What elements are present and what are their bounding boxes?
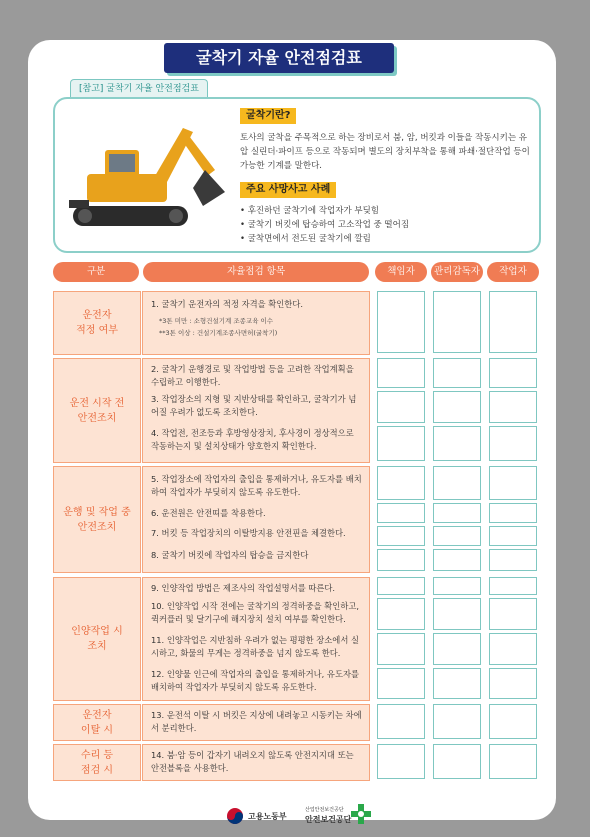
checkbox-responsible[interactable] — [377, 549, 425, 571]
checkbox-responsible[interactable] — [377, 466, 425, 500]
checkbox-worker[interactable] — [489, 358, 537, 388]
checkbox-supervisor[interactable] — [433, 577, 481, 595]
header-items: 자율점검 항목 — [143, 262, 369, 282]
fatal-case: • 후진하던 굴착기에 작업자가 부딪힘 — [240, 206, 379, 216]
checkbox-worker[interactable] — [489, 577, 537, 595]
ministry-logo-icon — [226, 807, 244, 825]
checkbox-supervisor[interactable] — [433, 549, 481, 571]
fatal-case: • 굴착기 버킷에 탑승하여 고소작업 중 떨어짐 — [240, 220, 410, 230]
check-item: 10. 인양작업 시작 전에는 굴착기의 정격하중을 확인하고, 퀵커플러 및 달기구에 해지장치 설치 여부를 확인한다. — [151, 601, 359, 624]
check-item: 13. 운전석 이탈 시 버킷은 지상에 내려놓고 시동키는 차에서 분리한다. — [151, 710, 362, 733]
cases-heading: 주요 사망사고 사례 — [240, 182, 336, 198]
checkbox-responsible[interactable] — [377, 291, 425, 353]
checkbox-worker[interactable] — [489, 598, 537, 630]
header-responsible: 책임자 — [375, 262, 427, 282]
checkbox-worker[interactable] — [489, 391, 537, 423]
checkbox-worker[interactable] — [489, 291, 537, 353]
check-item: 9. 인양작업 방법은 제조사의 작업설명서를 따른다. — [151, 583, 336, 593]
checkbox-supervisor[interactable] — [433, 526, 481, 546]
checkbox-responsible[interactable] — [377, 503, 425, 523]
check-item: 8. 굴착기 버킷에 작업자의 탑승을 금지한다 — [151, 550, 309, 560]
header-category: 구분 — [53, 262, 139, 282]
checkbox-worker[interactable] — [489, 668, 537, 699]
check-item: 6. 운전원은 안전띠를 착용한다. — [151, 508, 266, 518]
check-item: 14. 붐·암 등이 갑자기 내려오지 않도록 안전지지대 또는 안전블록을 사용한다. — [151, 750, 354, 773]
header-supervisor: 관리감독자 — [431, 262, 483, 282]
checkbox-responsible[interactable] — [377, 704, 425, 739]
checkbox-responsible[interactable] — [377, 358, 425, 388]
check-note: *3톤 미만 : 소형건설기계 조종교육 이수 — [159, 317, 274, 325]
checkbox-worker[interactable] — [489, 633, 537, 665]
checkbox-supervisor[interactable] — [433, 426, 481, 461]
checkbox-supervisor[interactable] — [433, 391, 481, 423]
checkbox-supervisor[interactable] — [433, 704, 481, 739]
check-note: **3톤 이상 : 건설기계조종사면허(굴착기) — [159, 329, 278, 337]
items-cell — [142, 466, 370, 573]
checkbox-supervisor[interactable] — [433, 598, 481, 630]
fatal-cases-list — [240, 204, 409, 246]
checkbox-worker[interactable] — [489, 744, 537, 779]
checkbox-responsible[interactable] — [377, 598, 425, 630]
checkbox-worker[interactable] — [489, 426, 537, 461]
check-item: 1. 굴착기 운전자의 적정 자격을 확인한다. — [151, 299, 303, 309]
checkbox-responsible[interactable] — [377, 668, 425, 699]
agency-small-name: 산업안전보건공단 — [305, 807, 344, 813]
fatal-case: • 굴착면에서 전도된 굴착기에 깔림 — [240, 234, 371, 244]
checkbox-supervisor[interactable] — [433, 291, 481, 353]
category-cell: 수리 등 점검 시 — [53, 744, 141, 781]
checkbox-responsible[interactable] — [377, 744, 425, 779]
items-cell — [142, 704, 370, 741]
reference-tab: [참고] 굴착기 자율 안전점검표 — [70, 79, 208, 98]
what-heading: 굴착기란? — [240, 108, 296, 124]
items-cell — [142, 291, 370, 355]
header-worker: 작업자 — [487, 262, 539, 282]
category-cell: 인양작업 시 조치 — [53, 577, 141, 701]
check-item: 5. 작업장소에 작업자의 출입을 통제하거나, 유도자를 배치하여 작업자가 부딪히지 않도록 유도한다. — [151, 474, 362, 497]
check-item: 3. 작업장소의 지형 및 지반상태를 확인하고, 굴착기가 넘어질 우려가 없도록 조치한다. — [151, 394, 357, 417]
excavator-illustration — [65, 110, 235, 235]
check-item: 2. 굴착기 운행경로 및 작업방법 등을 고려한 작업계획을 수립하고 이행한다. — [151, 364, 354, 387]
category-cell: 운전자 적정 여부 — [53, 291, 141, 355]
agency-name: 안전보건공단 — [305, 815, 352, 824]
page-title: 굴착기 자율 안전점검표 — [164, 43, 394, 73]
check-item: 12. 인양물 인근에 작업자의 출입을 통제하거나, 유도자를 배치하여 작업자가 부딪히지 않도록 유도한다. — [151, 669, 359, 692]
category-cell: 운전자 이탈 시 — [53, 704, 141, 741]
checkbox-responsible[interactable] — [377, 633, 425, 665]
checkbox-worker[interactable] — [489, 549, 537, 571]
items-cell — [142, 358, 370, 463]
kosha-logo-icon — [350, 803, 372, 825]
checkbox-worker[interactable] — [489, 503, 537, 523]
what-description: 토사의 굴착을 주목적으로 하는 장비로서 붐, 암, 버킷과 이들을 작동시키는 유압 실린더·파이프 등으로 작동되며 별도의 장치부착을 통해 파쇄·절단작업 등이 가능한 기계를 말한다. — [240, 133, 530, 171]
category-cell: 운행 및 작업 중 안전조치 — [53, 466, 141, 573]
checkbox-responsible[interactable] — [377, 391, 425, 423]
check-item: 11. 인양작업은 지반침하 우려가 없는 평평한 장소에서 실시하고, 화물의 무게는 정격하중을 넘지 않도록 한다. — [151, 635, 359, 658]
category-cell: 운전 시작 전 안전조치 — [53, 358, 141, 463]
checkbox-supervisor[interactable] — [433, 744, 481, 779]
checkbox-responsible[interactable] — [377, 426, 425, 461]
checkbox-supervisor[interactable] — [433, 503, 481, 523]
checkbox-supervisor[interactable] — [433, 633, 481, 665]
checkbox-responsible[interactable] — [377, 577, 425, 595]
checkbox-worker[interactable] — [489, 704, 537, 739]
items-cell — [142, 744, 370, 781]
checkbox-supervisor[interactable] — [433, 466, 481, 500]
check-item: 7. 버킷 등 작업장치의 이탈방지용 안전핀을 체결한다. — [151, 528, 346, 538]
items-cell — [142, 577, 370, 701]
checkbox-worker[interactable] — [489, 466, 537, 500]
checkbox-supervisor[interactable] — [433, 358, 481, 388]
ministry-name: 고용노동부 — [248, 812, 287, 821]
checkbox-worker[interactable] — [489, 526, 537, 546]
check-item: 4. 작업전, 전조등과 후방영상장치, 후사경이 정상적으로 작동하는지 및 설치상태가 양호한지 확인한다. — [151, 428, 354, 451]
checkbox-supervisor[interactable] — [433, 668, 481, 699]
checkbox-responsible[interactable] — [377, 526, 425, 546]
